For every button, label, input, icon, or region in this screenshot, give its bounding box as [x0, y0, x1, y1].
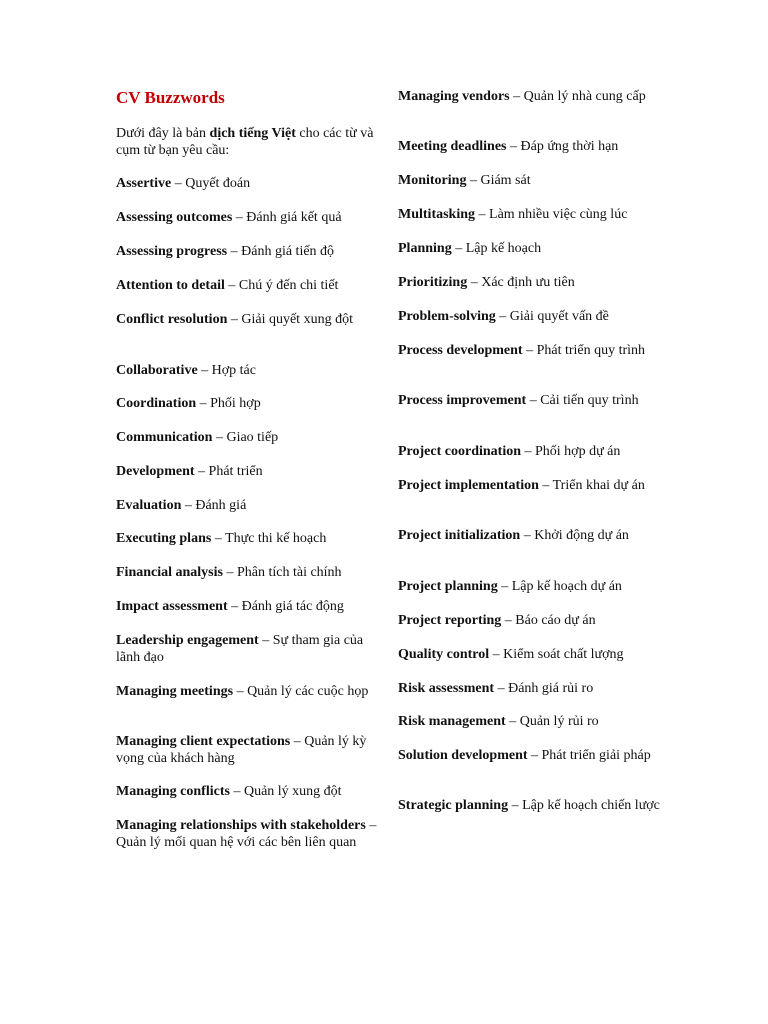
entry-translation: Đánh giá tác động — [241, 599, 344, 614]
entry-term: Impact assessment — [116, 599, 228, 614]
glossary-entry — [116, 530, 378, 547]
glossary-entry — [398, 392, 660, 409]
entry-separator: – — [509, 89, 524, 104]
entry-separator: – — [508, 798, 523, 813]
entry-translation: Quản lý mối quan hệ với các bên liên quan — [116, 835, 357, 850]
entry-term: Planning — [398, 241, 452, 256]
glossary-entry — [116, 598, 378, 615]
glossary-entry — [116, 817, 378, 851]
glossary-entry — [398, 578, 660, 595]
glossary-entry — [398, 477, 660, 494]
entry-translation: Cải tiến quy trình — [540, 393, 639, 408]
entry-separator: – — [258, 633, 273, 648]
entry-term: Process improvement — [398, 393, 527, 408]
entry-separator: – — [290, 734, 305, 749]
entry-translation: Đánh giá kết quả — [246, 210, 342, 225]
glossary-entry — [398, 713, 660, 730]
entry-translation: Giải quyết xung đột — [241, 312, 353, 327]
entry-term: Communication — [116, 430, 213, 445]
entry-term: Attention to detail — [116, 278, 225, 293]
entry-term: Evaluation — [116, 498, 182, 513]
entry-term: Meeting deadlines — [398, 139, 507, 154]
entry-term: Leadership engagement — [116, 633, 259, 648]
entry-separator: – — [171, 176, 186, 191]
glossary-entry — [398, 612, 660, 629]
entry-translation: Triển khai dự án — [552, 478, 645, 493]
entry-separator: – — [521, 444, 535, 459]
entry-translation: Xác định ưu tiên — [481, 275, 575, 290]
glossary-entry — [398, 527, 660, 544]
entry-term: Coordination — [116, 396, 197, 411]
entry-term: Risk management — [398, 714, 506, 729]
glossary-entry — [398, 747, 660, 764]
glossary-entry — [116, 209, 378, 226]
entry-separator: – — [505, 714, 520, 729]
entry-separator: – — [527, 748, 542, 763]
intro-text-end: cho các từ và cụm từ bạn yêu cầu: — [116, 126, 374, 158]
entry-term: Prioritizing — [398, 275, 468, 290]
entry-translation: Giám sát — [480, 173, 531, 188]
entry-term: Assessing outcomes — [116, 210, 233, 225]
entry-translation: Quyết đoán — [185, 176, 251, 191]
entry-translation: Phát triển quy trình — [536, 343, 646, 358]
intro-emphasis: dịch tiếng Việt — [209, 126, 296, 141]
entry-separator: – — [232, 210, 247, 225]
entry-term: Project implementation — [398, 478, 539, 493]
entry-separator: – — [466, 173, 481, 188]
entry-separator: – — [227, 244, 242, 259]
entry-term: Managing vendors — [398, 89, 510, 104]
entry-translation: Lập kế hoạch — [465, 241, 542, 256]
entry-term: Assessing progress — [116, 244, 228, 259]
entry-term: Process development — [398, 343, 523, 358]
entry-term: Solution development — [398, 748, 528, 763]
entry-separator: – — [475, 207, 490, 222]
entry-separator: – — [224, 278, 239, 293]
entry-separator: – — [222, 565, 237, 580]
glossary-entry — [116, 564, 378, 581]
entry-separator: – — [495, 309, 510, 324]
entry-separator: – — [212, 430, 227, 445]
glossary-entry — [116, 395, 378, 412]
glossary-entry — [398, 646, 660, 663]
entry-separator: – — [494, 681, 509, 696]
entry-translation: Đánh giá tiến độ — [241, 244, 335, 259]
entry-translation: Hợp tác — [211, 363, 256, 378]
entry-separator: – — [229, 784, 244, 799]
glossary-entry — [116, 277, 378, 294]
glossary-entry — [398, 88, 660, 105]
entry-separator: – — [181, 498, 196, 513]
glossary-entry — [398, 274, 660, 291]
entry-translation: Phát triển giải pháp — [541, 748, 651, 763]
entry-separator: – — [365, 818, 377, 833]
entry-term: Project reporting — [398, 613, 502, 628]
entry-translation: Kiểm soát chất lượng — [503, 647, 624, 662]
entry-term: Development — [116, 464, 195, 479]
glossary-entry — [116, 311, 378, 328]
glossary-entry — [116, 429, 378, 446]
entry-separator: – — [194, 464, 209, 479]
entry-separator: – — [233, 684, 248, 699]
entry-term: Collaborative — [116, 363, 198, 378]
glossary-entry — [398, 443, 660, 460]
entry-translation: Giao tiếp — [226, 430, 279, 445]
entry-translation: Sự tham gia của lãnh đạo — [116, 633, 364, 665]
entry-translation: Làm nhiều việc cùng lúc — [489, 207, 628, 222]
glossary-entry — [398, 680, 660, 697]
entry-term: Multitasking — [398, 207, 476, 222]
entry-translation: Phát triển — [208, 464, 263, 479]
entry-term: Project initialization — [398, 528, 521, 543]
document-title: CV Buzzwords — [116, 88, 225, 107]
intro-paragraph — [116, 125, 378, 159]
entry-separator: – — [489, 647, 504, 662]
glossary-entry — [116, 683, 378, 700]
glossary-entry — [116, 733, 378, 767]
entry-separator: – — [501, 613, 516, 628]
entry-translation: Quản lý các cuộc họp — [247, 684, 369, 699]
glossary-entry — [116, 497, 378, 514]
entry-translation: Thực thi kế hoạch — [225, 531, 327, 546]
entry-translation: Đáp ứng thời hạn — [520, 139, 619, 154]
entry-translation: Giải quyết vấn đề — [509, 309, 609, 324]
entry-term: Managing conflicts — [116, 784, 230, 799]
glossary-entry — [116, 783, 378, 800]
entry-separator: – — [196, 396, 211, 411]
entry-term: Project planning — [398, 579, 498, 594]
glossary-entry — [116, 243, 378, 260]
entry-term: Problem-solving — [398, 309, 496, 324]
entry-term: Financial analysis — [116, 565, 223, 580]
entry-term: Strategic planning — [398, 798, 509, 813]
entry-translation: Đánh giá rủi ro — [508, 681, 594, 696]
entry-separator: – — [497, 579, 512, 594]
intro-text-start: Dưới đây là bản — [116, 126, 210, 141]
entry-term: Risk assessment — [398, 681, 495, 696]
entry-separator: – — [538, 478, 553, 493]
entry-translation: Quản lý kỳ vọng của khách hàng — [116, 734, 367, 766]
entry-translation: Lập kế hoạch dự án — [511, 579, 622, 594]
entry-term: Managing relationships with stakeholders — [116, 818, 366, 833]
entry-translation: Báo cáo dự án — [515, 613, 596, 628]
glossary-entry — [398, 172, 660, 189]
entry-translation: Khởi động dự án — [534, 528, 629, 543]
entry-separator: – — [526, 393, 541, 408]
glossary-entry — [116, 463, 378, 480]
entry-separator: – — [211, 531, 226, 546]
glossary-entry — [398, 240, 660, 257]
entry-term: Assertive — [116, 176, 172, 191]
entry-translation: Phối hợp — [210, 396, 261, 411]
glossary-entry — [398, 797, 660, 814]
entry-term: Project coordination — [398, 444, 521, 459]
entry-term: Managing client expectations — [116, 734, 291, 749]
entry-translation: Phối hợp dự án — [535, 444, 621, 459]
entry-term: Quality control — [398, 647, 490, 662]
entry-term: Executing plans — [116, 531, 212, 546]
entry-translation: Chú ý đến chi tiết — [238, 278, 339, 293]
entry-separator: – — [506, 139, 521, 154]
glossary-entry — [116, 175, 378, 192]
glossary-entry — [398, 206, 660, 223]
entry-translation: Quản lý nhà cung cấp — [523, 89, 646, 104]
glossary-entry — [116, 362, 378, 379]
entry-separator: – — [227, 312, 242, 327]
entry-term: Managing meetings — [116, 684, 234, 699]
entry-translation: Phân tích tài chính — [236, 565, 342, 580]
entry-separator: – — [451, 241, 466, 256]
entry-separator: – — [227, 599, 242, 614]
glossary-entry — [116, 632, 378, 666]
entry-translation: Đánh giá — [195, 498, 247, 513]
entry-separator: – — [520, 528, 535, 543]
entry-translation: Quản lý xung đột — [243, 784, 342, 799]
entry-separator: – — [467, 275, 482, 290]
entry-term: Monitoring — [398, 173, 467, 188]
glossary-entry — [398, 342, 660, 359]
entry-translation: Quản lý rủi ro — [519, 714, 599, 729]
glossary-entry — [398, 308, 660, 325]
entry-translation: Lập kế hoạch chiến lược — [522, 798, 660, 813]
entry-separator: – — [197, 363, 212, 378]
entry-term: Conflict resolution — [116, 312, 228, 327]
glossary-entry — [398, 138, 660, 155]
entry-separator: – — [522, 343, 537, 358]
